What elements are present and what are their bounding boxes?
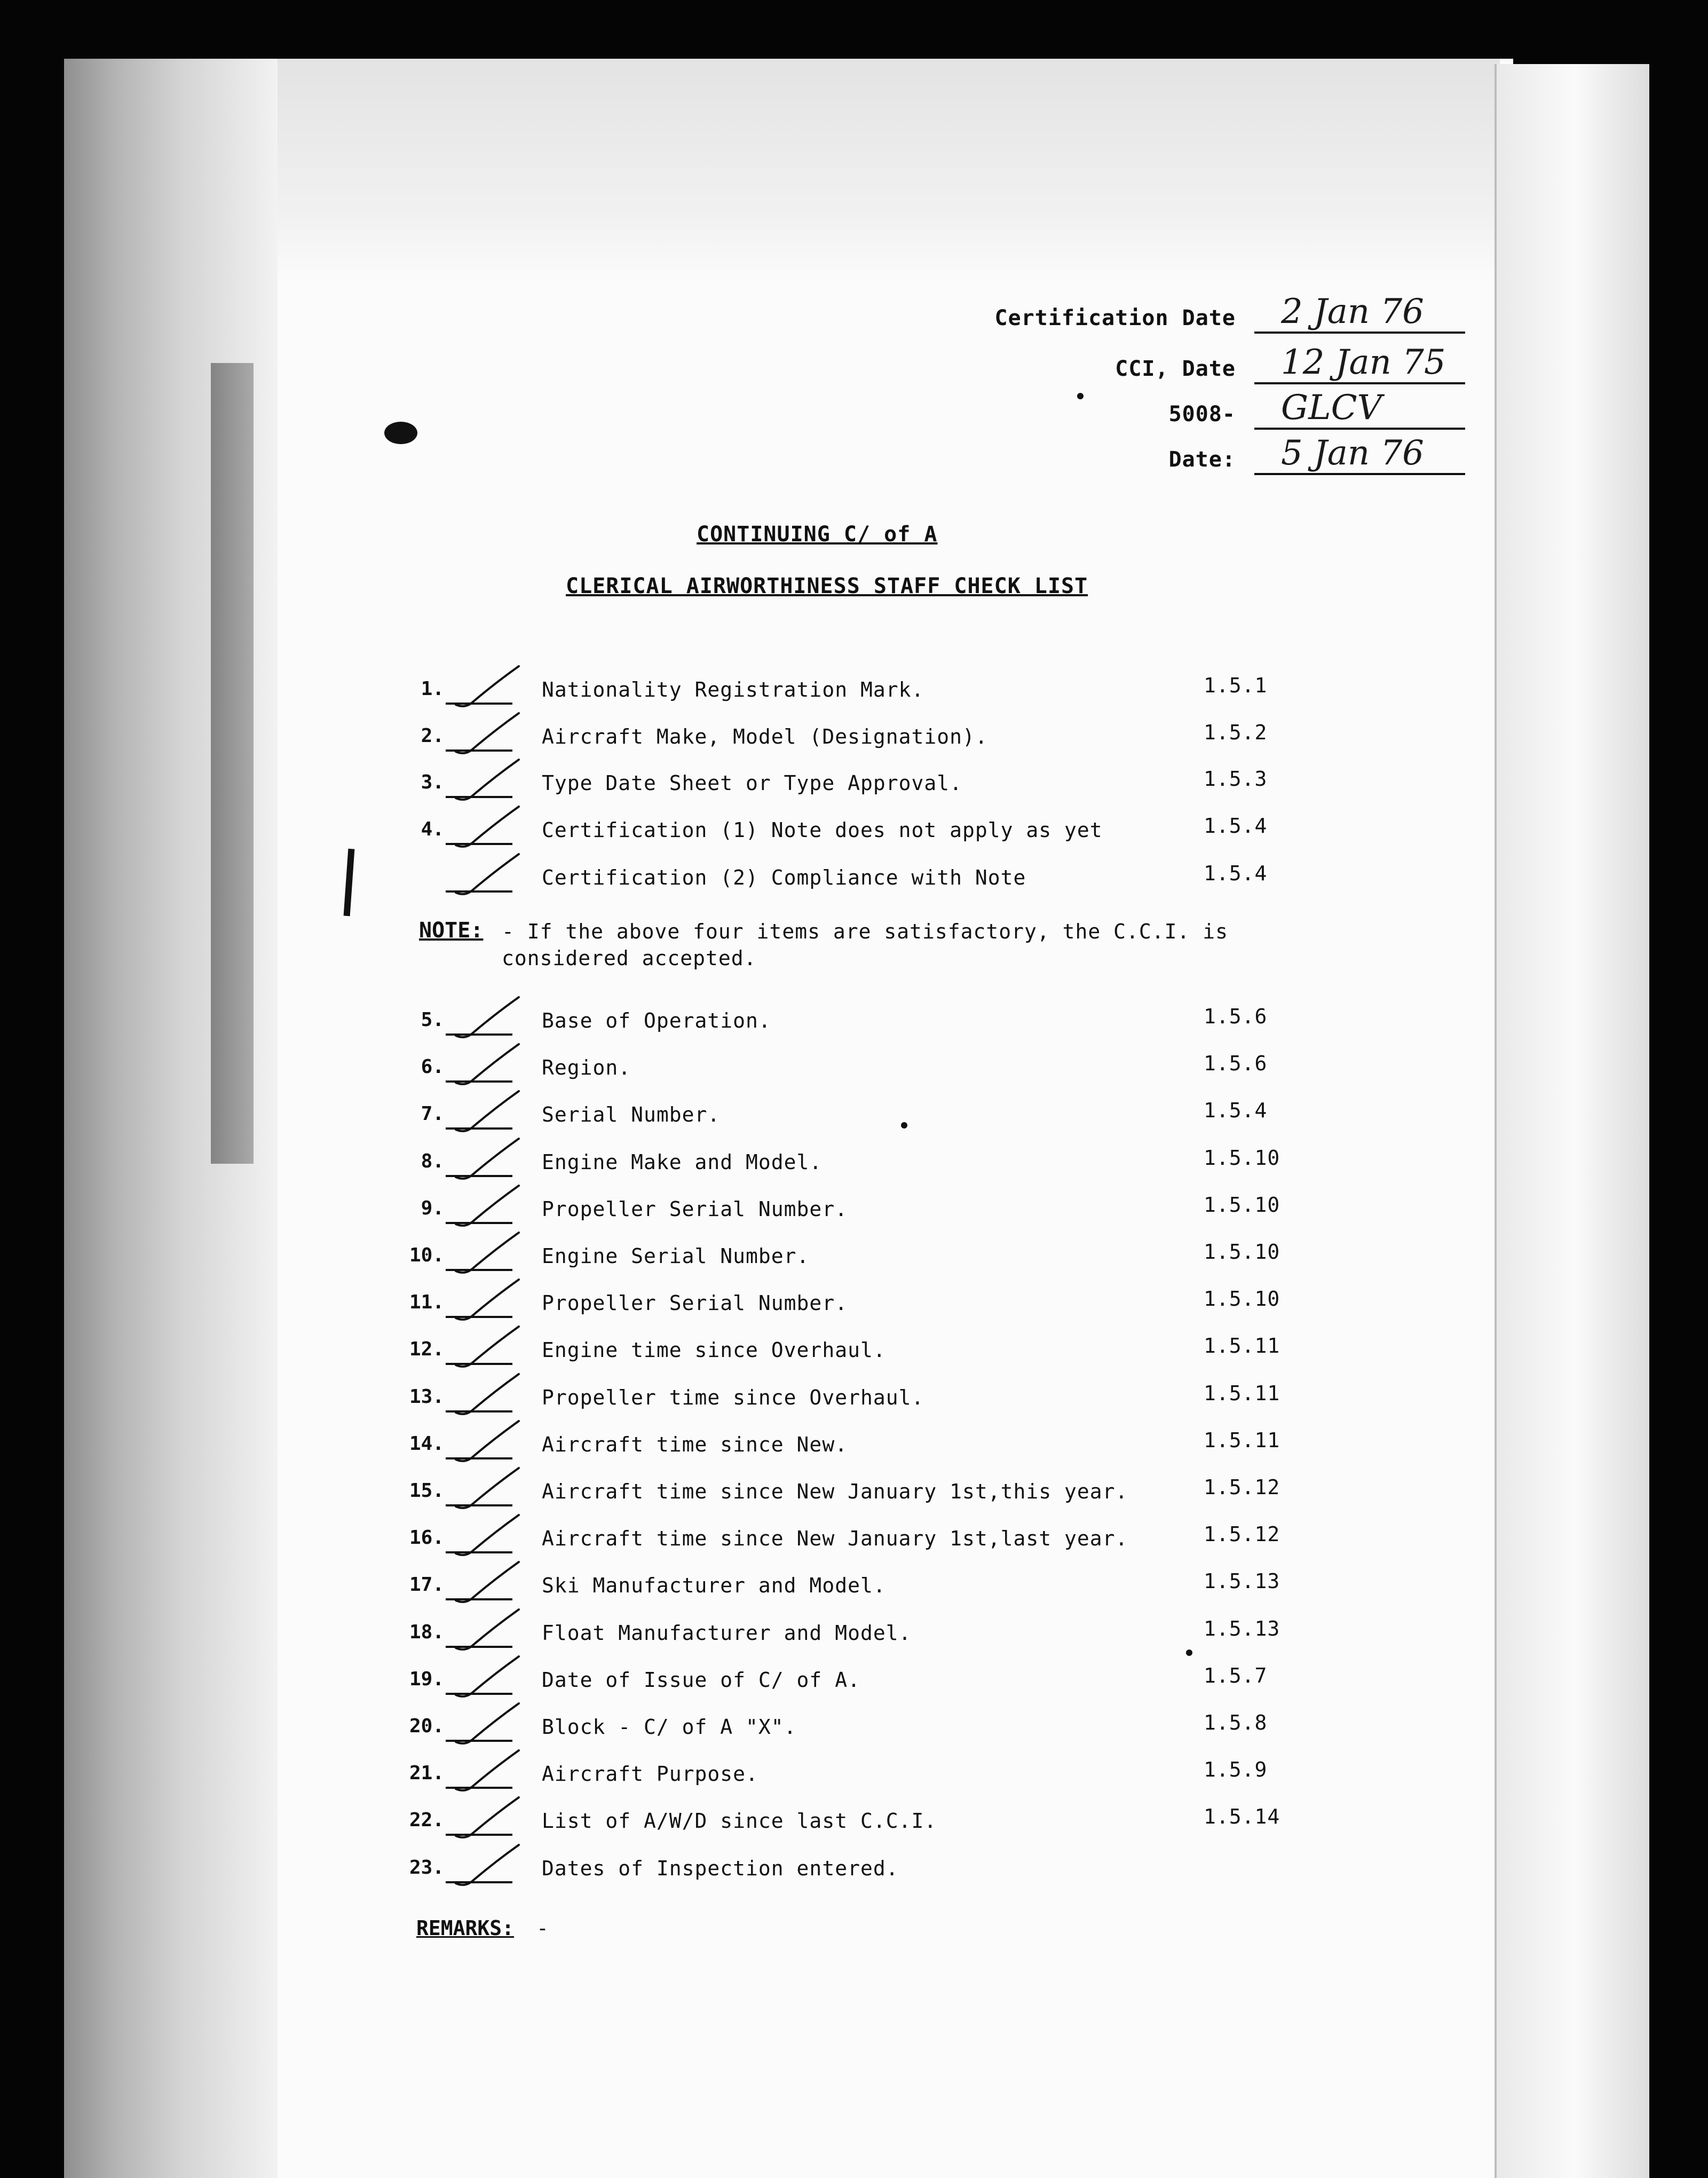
- checkmark-icon: [444, 754, 529, 808]
- item-reference: 1.5.13: [1204, 1617, 1280, 1640]
- item-reference: 1.5.4: [1204, 862, 1268, 885]
- checklist-item: [406, 1474, 1313, 1517]
- item-reference: 1.5.10: [1204, 1287, 1280, 1311]
- scan-edge-strip: [1494, 64, 1651, 2178]
- item-reference: 1.5.7: [1204, 1664, 1268, 1687]
- item-label: Engine Serial Number.: [542, 1244, 810, 1268]
- item-number: 20.: [409, 1715, 444, 1737]
- checklist-item: [406, 1145, 1313, 1188]
- checklist-item: [406, 1521, 1313, 1564]
- checkmark-icon: [444, 1039, 529, 1092]
- item-number: 23.: [409, 1857, 444, 1879]
- item-reference: 1.5.2: [1204, 721, 1268, 744]
- document-title: CONTINUING C/ of A: [697, 522, 938, 547]
- handwritten-value: 12 Jan 75: [1281, 343, 1446, 382]
- checkmark-icon: [444, 992, 529, 1045]
- checklist-item: [406, 1663, 1313, 1706]
- checklist-item: [406, 766, 1313, 809]
- checkmark-icon: [444, 1321, 529, 1375]
- checklist-item: [406, 1568, 1313, 1611]
- checklist-item: [406, 1851, 1313, 1894]
- item-reference: 1.5.14: [1204, 1805, 1280, 1828]
- checkmark-icon: [444, 1463, 529, 1516]
- scan-smudge: [211, 363, 254, 1164]
- item-label: List of A/W/D since last C.C.I.: [542, 1809, 937, 1833]
- checkmark-icon: [444, 1651, 529, 1704]
- item-number: 14.: [409, 1433, 444, 1455]
- checklist-item: [406, 1192, 1313, 1235]
- checklist-item: [406, 1710, 1313, 1753]
- item-reference: 1.5.12: [1204, 1475, 1280, 1499]
- item-label: Nationality Registration Mark.: [542, 678, 924, 701]
- checkmark-icon: [444, 1369, 529, 1422]
- item-label: Engine time since Overhaul.: [542, 1338, 886, 1362]
- item-label: Block - C/ of A "X".: [542, 1715, 797, 1739]
- item-number: 5.: [421, 1009, 444, 1031]
- item-reference: 1.5.3: [1204, 767, 1268, 791]
- checkmark-icon: [444, 801, 529, 855]
- item-number: 13.: [409, 1386, 444, 1408]
- checklist-item: [406, 1286, 1313, 1329]
- checkmark-icon: [444, 1180, 529, 1234]
- item-label: Aircraft Make, Model (Designation).: [542, 725, 988, 748]
- checklist-item: [406, 1239, 1313, 1282]
- remarks-label: REMARKS:: [416, 1916, 515, 1940]
- checkmark-icon: [444, 1745, 529, 1798]
- checklist-item: [406, 1004, 1313, 1046]
- item-label: Type Date Sheet or Type Approval.: [542, 771, 962, 795]
- item-reference: 1.5.12: [1204, 1522, 1280, 1546]
- handwritten-value: 5 Jan 76: [1281, 433, 1424, 473]
- item-label: Propeller Serial Number.: [542, 1197, 848, 1221]
- item-number: 12.: [409, 1338, 444, 1360]
- field-line: [1254, 473, 1465, 475]
- checklist-item: [406, 1804, 1313, 1846]
- note-label: NOTE:: [419, 918, 484, 943]
- checkmark-icon: [444, 708, 529, 761]
- scan-shadow-top: [278, 59, 1500, 283]
- item-label: Aircraft time since New January 1st,last year.: [542, 1527, 1128, 1550]
- item-number: 7.: [421, 1103, 444, 1125]
- checkmark-icon: [444, 1274, 529, 1328]
- item-number: 2.: [421, 725, 444, 747]
- item-number: 18.: [409, 1621, 444, 1643]
- item-reference: 1.5.4: [1204, 814, 1268, 838]
- date-field: [907, 432, 1465, 480]
- item-label: Aircraft Purpose.: [542, 1762, 758, 1786]
- item-reference: 1.5.11: [1204, 1429, 1280, 1452]
- field-label: Certification Date: [994, 306, 1236, 330]
- item-reference: 1.5.10: [1204, 1146, 1280, 1170]
- item-number: 10.: [409, 1244, 444, 1266]
- item-reference: 1.5.11: [1204, 1334, 1280, 1358]
- field-label: 5008-: [1168, 402, 1236, 427]
- item-number: 6.: [421, 1056, 444, 1078]
- item-label: Aircraft time since New January 1st,this year.: [542, 1480, 1128, 1503]
- item-reference: 1.5.13: [1204, 1569, 1280, 1593]
- checklist-item: [406, 673, 1313, 715]
- item-number: 9.: [421, 1197, 444, 1219]
- field-line: [1254, 332, 1465, 334]
- checkmark-icon: [444, 1227, 529, 1281]
- item-reference: 1.5.6: [1204, 1005, 1268, 1028]
- item-label: Base of Operation.: [542, 1009, 771, 1032]
- checklist-item: [406, 813, 1313, 856]
- checkmark-icon: [444, 849, 529, 902]
- item-number: 4.: [421, 818, 444, 840]
- checklist-item: [406, 1051, 1313, 1093]
- item-number: 16.: [409, 1527, 444, 1549]
- item-reference: 1.5.6: [1204, 1052, 1268, 1075]
- item-number: 3.: [421, 771, 444, 793]
- item-label: Aircraft time since New.: [542, 1433, 848, 1456]
- handwritten-value: 2 Jan 76: [1281, 292, 1424, 332]
- item-reference: 1.5.10: [1204, 1193, 1280, 1217]
- cci-date-field: [907, 342, 1465, 390]
- checkmark-icon: [444, 1840, 529, 1893]
- item-number: 8.: [421, 1150, 444, 1172]
- field-label: Date:: [1168, 447, 1236, 472]
- checkmark-icon: [444, 1510, 529, 1563]
- handwritten-value: GLCV: [1281, 388, 1382, 428]
- file-number-field: [907, 387, 1465, 435]
- checkmark-icon: [444, 1792, 529, 1845]
- item-reference: 1.5.9: [1204, 1758, 1268, 1781]
- item-label: Certification (2) Compliance with Note: [542, 866, 1026, 889]
- scan-border-right: [1649, 59, 1708, 2178]
- item-reference: 1.5.8: [1204, 1711, 1268, 1734]
- item-number: 19.: [409, 1668, 444, 1690]
- item-number: 17.: [409, 1574, 444, 1596]
- ink-blot: [384, 422, 417, 444]
- checkmark-icon: [444, 1416, 529, 1469]
- note-text: - If the above four items are satisfactory, the C.C.I. is considered accepted.: [502, 920, 1229, 970]
- item-reference: 1.5.10: [1204, 1240, 1280, 1264]
- item-number: 1.: [421, 678, 444, 700]
- item-label: Float Manufacturer and Model.: [542, 1621, 912, 1645]
- checkmark-icon: [444, 1133, 529, 1187]
- item-label: Region.: [542, 1056, 631, 1079]
- item-reference: 1.5.1: [1204, 674, 1268, 697]
- item-reference: 1.5.4: [1204, 1099, 1268, 1122]
- item-label: Date of Issue of C/ of A.: [542, 1668, 860, 1692]
- item-label: Ski Manufacturer and Model.: [542, 1574, 886, 1597]
- document-subtitle: CLERICAL AIRWORTHINESS STAFF CHECK LIST: [566, 574, 1088, 598]
- item-label: Dates of Inspection entered.: [542, 1857, 899, 1880]
- field-line: [1254, 428, 1465, 430]
- item-label: Certification (1) Note does not apply as yet: [542, 818, 1103, 842]
- checkmark-icon: [444, 1698, 529, 1751]
- certification-date-field: [907, 291, 1465, 339]
- checklist-item: [406, 861, 1313, 903]
- item-number: 21.: [409, 1762, 444, 1784]
- checklist-item: [406, 1616, 1313, 1659]
- checklist-item: [406, 1427, 1313, 1470]
- checkmark-icon: [444, 1086, 529, 1139]
- field-line: [1254, 382, 1465, 384]
- item-label: Serial Number.: [542, 1103, 721, 1126]
- item-reference: 1.5.11: [1204, 1382, 1280, 1405]
- checklist-item: [406, 1098, 1313, 1140]
- checklist-item: [406, 1757, 1313, 1800]
- item-number: 22.: [409, 1809, 444, 1831]
- item-label: Propeller Serial Number.: [542, 1291, 848, 1315]
- item-number: 15.: [409, 1480, 444, 1502]
- checklist-item: [406, 1380, 1313, 1423]
- item-label: Engine Make and Model.: [542, 1150, 823, 1174]
- item-label: Propeller time since Overhaul.: [542, 1386, 924, 1409]
- remarks-value: -: [536, 1916, 549, 1940]
- checkmark-icon: [444, 1604, 529, 1658]
- checklist-item: [406, 720, 1313, 762]
- checklist-item: [406, 1333, 1313, 1376]
- item-number: 11.: [409, 1291, 444, 1313]
- checkmark-icon: [444, 661, 529, 714]
- field-label: CCI, Date: [1115, 357, 1236, 381]
- checkmark-icon: [444, 1557, 529, 1610]
